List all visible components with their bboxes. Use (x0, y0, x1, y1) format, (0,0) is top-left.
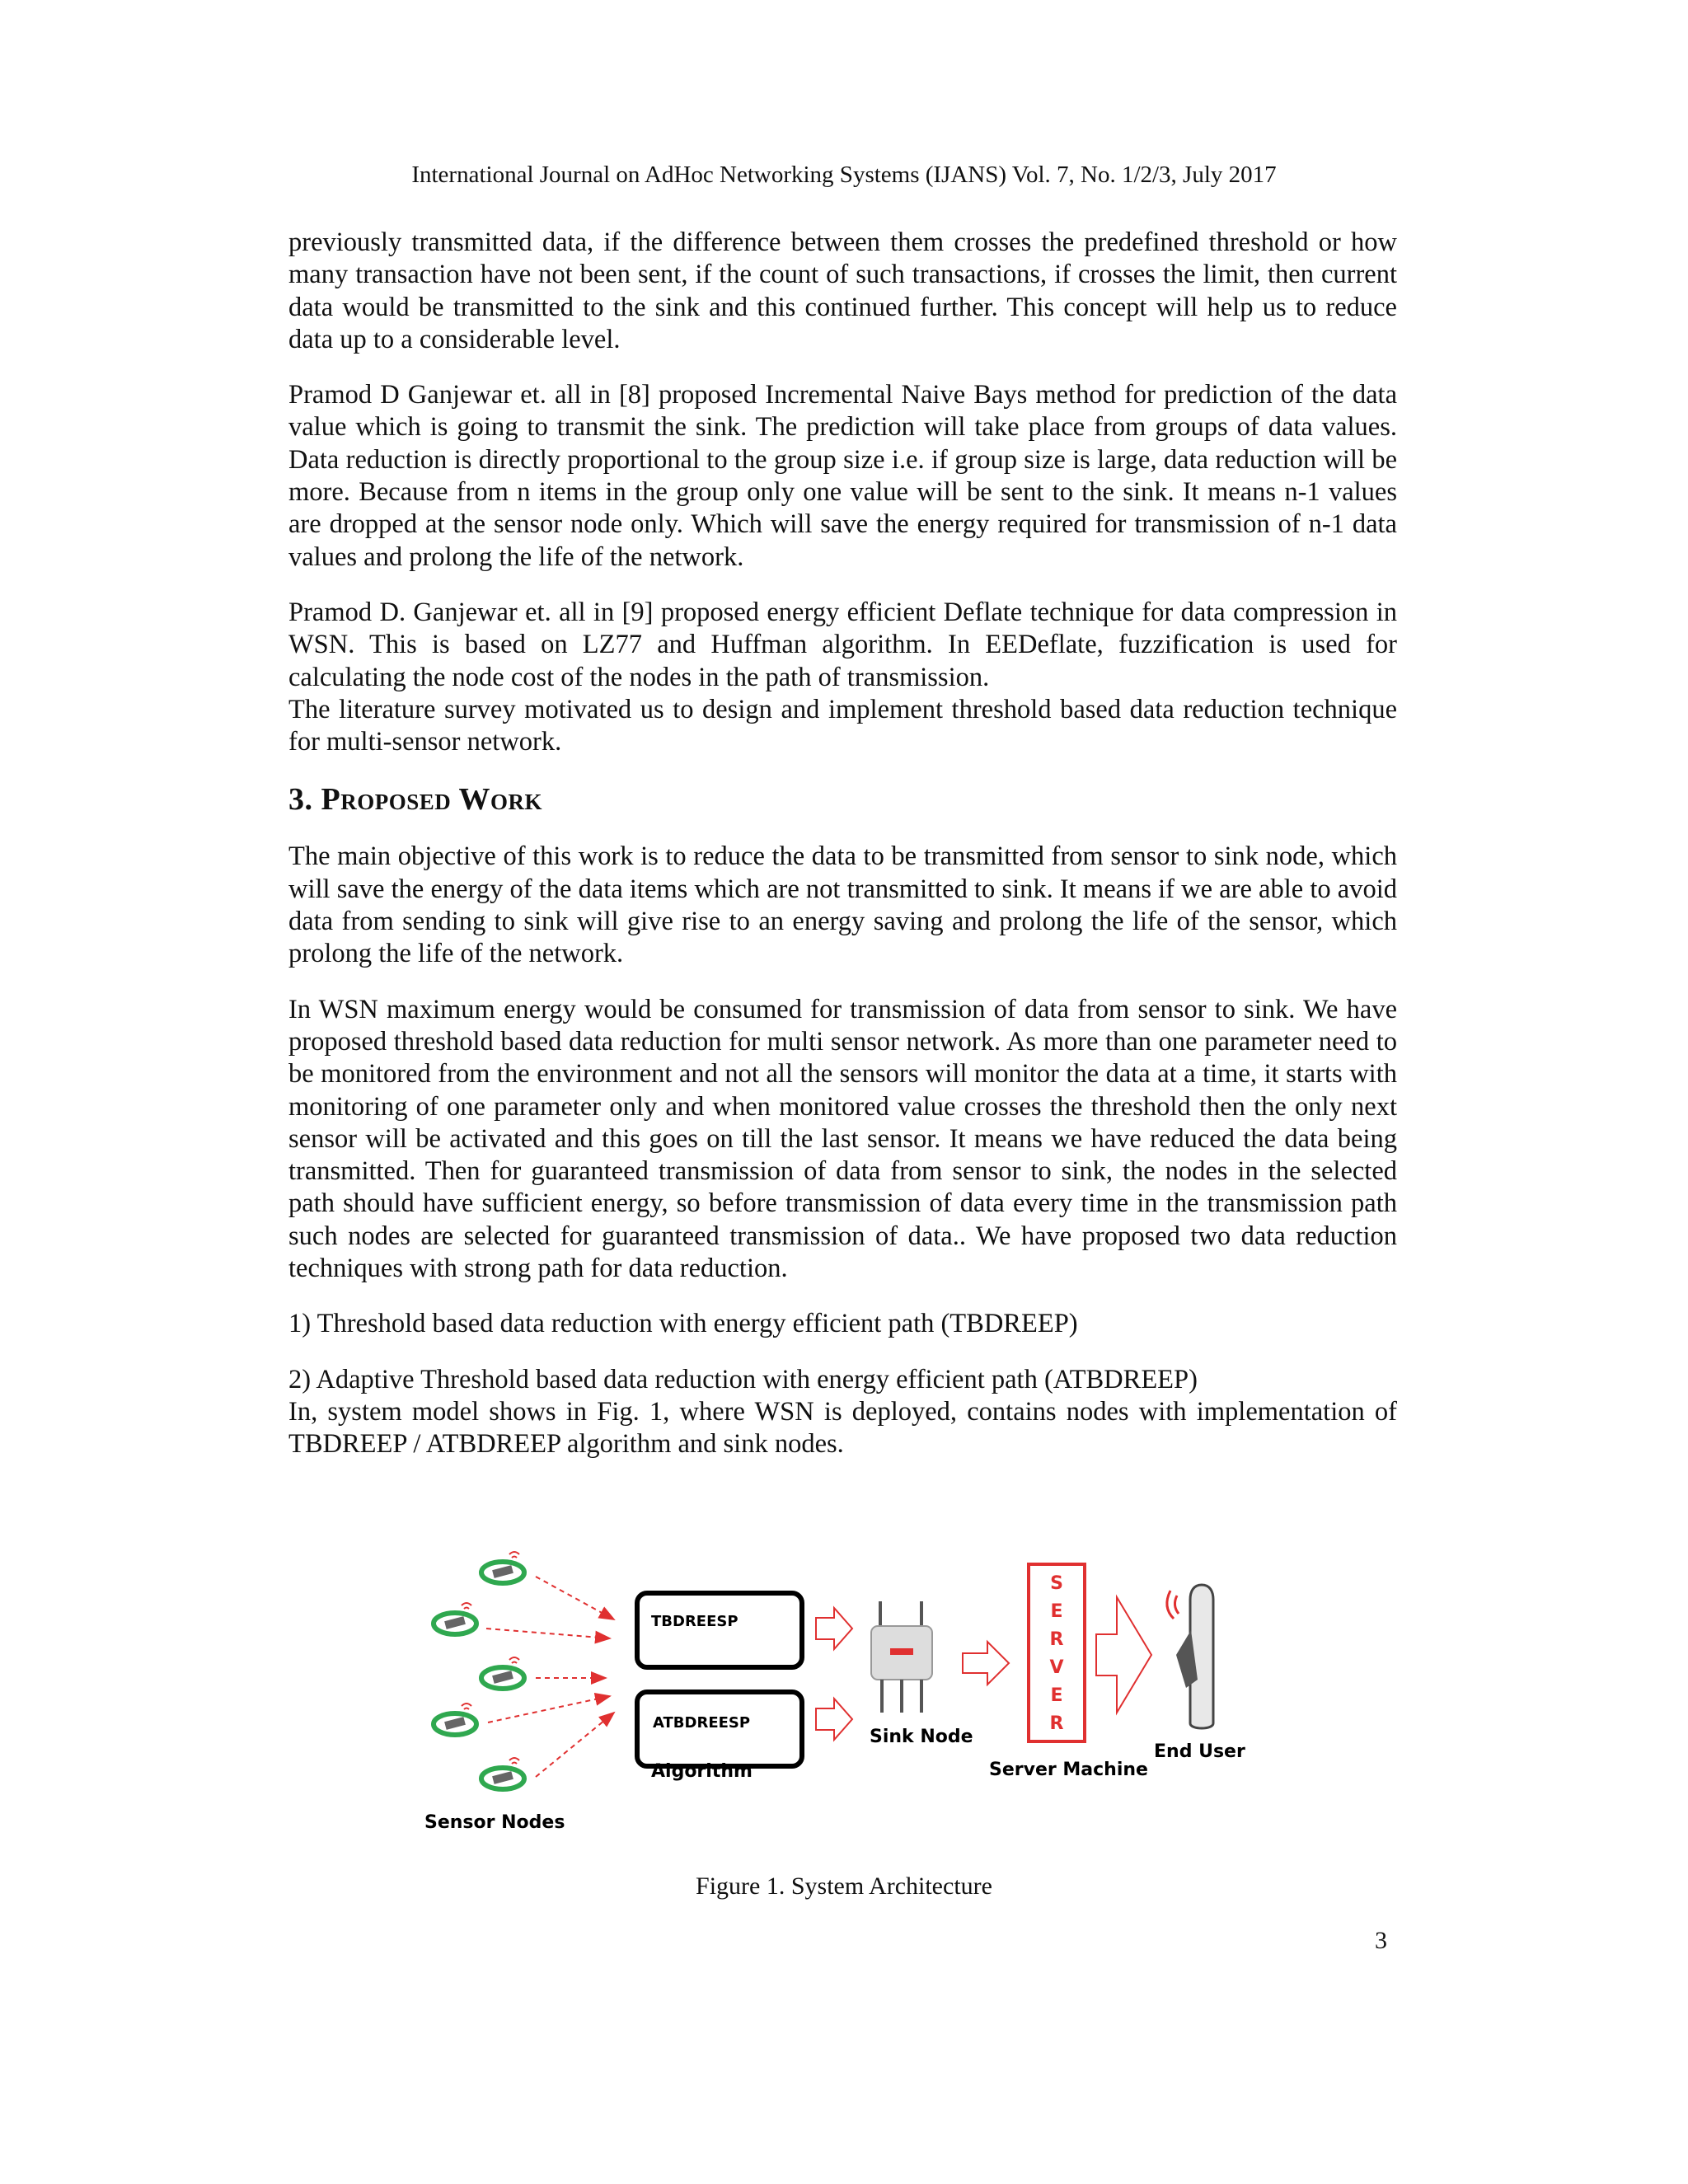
sensor-node-icon (481, 1758, 524, 1789)
server-letter: R (1049, 1713, 1064, 1734)
paragraph-4: The literature survey motivated us to design and implement threshold based data reduction technique for multi-sensor network. (288, 694, 1397, 757)
sensor-node-icon (481, 1552, 524, 1583)
hollow-arrow-icon (963, 1642, 1009, 1685)
hollow-arrow-icon (816, 1699, 852, 1740)
paragraph-5: The main objective of this work is to reduce the data to be transmitted from sensor to sink node, which will save the energy of the data items which are not transmitted to sink. It means if we are able to avoid data from sending to sink will give rise to an energy saving and prolong the life of the sensor, which prolong the life of the network. (288, 841, 1397, 969)
data-flow-arrow (536, 1713, 614, 1777)
algorithm-label: Algorithm (651, 1761, 753, 1782)
sensor-node-icon (481, 1657, 524, 1689)
server-letter: V (1049, 1657, 1064, 1678)
paragraph-7: In, system model shows in Fig. 1, where WSN is deployed, contains nodes with implementation of TBDREEP / ATBDREEP algorithm and sink nodes. (288, 1396, 1397, 1460)
section-heading: 3. Proposed Work (288, 782, 543, 818)
server-letter: E (1050, 1685, 1063, 1706)
algorithm-box-1-label: TBDREESP (651, 1613, 738, 1630)
sink-node-icon (871, 1601, 932, 1713)
body-text (288, 227, 1397, 1484)
hollow-arrow-icon (816, 1608, 852, 1649)
data-flow-arrow (488, 1696, 610, 1722)
paragraph-2: Pramod D Ganjewar et. all in [8] proposed Incremental Naive Bays method for prediction of the data value which is going to transmit the sink. The prediction will take place from groups of data values. Data reduction is directly proportional to the group size i.e. if group size is large, data reduction will be more. Because from n items in the group only one value will be sent to the sink. It means n-1 values are dropped at the sensor node only. Which will save the energy required for transmission of n-1 data values and prolong the life of the network. (288, 380, 1397, 572)
sensor-node-icon (434, 1704, 476, 1735)
server-machine-label: Server Machine (989, 1760, 1148, 1780)
sensor-node-icon (434, 1603, 476, 1634)
sink-node-label: Sink Node (870, 1727, 973, 1747)
end-user-icon (1167, 1585, 1213, 1728)
server-letter: S (1050, 1573, 1063, 1594)
paragraph-6: In WSN maximum energy would be consumed for transmission of data from sensor to sink. We have proposed threshold based data reduction for multi sensor network. As more than one parameter need to be monitored from the environment and not all the sensors will monitor the data at a time, it starts with monitoring of one parameter only and when monitored value crosses the threshold then the only next sensor will be activated and this goes on till the last sensor. It means we have reduced the data being transmitted. Then for guaranteed transmission of data from sensor to sink, the nodes in the selected path should have sufficient energy, so before transmission of data every time in the transmission path such nodes are selected for guaranteed transmission of data.. We have proposed two data reduction techniques with strong path for data reduction. (288, 994, 1397, 1284)
server-letter: E (1050, 1601, 1063, 1622)
end-user-label: End User (1154, 1741, 1245, 1762)
sensor-nodes-label: Sensor Nodes (424, 1812, 565, 1833)
list-item-2: 2) Adaptive Threshold based data reduction with energy efficient path (ATBDREEP) (288, 1364, 1198, 1394)
algorithm-box-2-label: ATBDREESP (653, 1714, 751, 1732)
hollow-arrow-icon (1096, 1597, 1151, 1713)
figure-caption: Figure 1. System Architecture (696, 1872, 992, 1900)
system-architecture-figure (412, 1515, 1294, 1844)
page-number: 3 (1375, 1927, 1387, 1954)
paragraph-3: Pramod D. Ganjewar et. all in [9] proposed energy efficient Deflate technique for data compression in WSN. This is based on LZ77 and Huffman algorithm. In EEDeflate, fuzzification is used for calculating the node cost of the nodes in the path of transmission. (288, 597, 1397, 692)
journal-header: International Journal on AdHoc Networking Systems (IJANS) Vol. 7, No. 1/2/3, July 2017 (411, 162, 1277, 188)
server-letter: R (1049, 1629, 1064, 1650)
paragraph-1: previously transmitted data, if the difference between them crosses the predefined threshold or how many transaction have not been sent, if the count of such transactions, if crosses the limit, then current data would be transmitted to the sink and this continued further. This concept will help us to reduce data up to a considerable level. (288, 227, 1397, 354)
algorithm-box-tbdreesp (637, 1593, 802, 1667)
data-flow-arrow (536, 1577, 614, 1619)
data-flow-arrow (486, 1629, 610, 1638)
list-item-1: 1) Threshold based data reduction with energy efficient path (TBDREEP) (288, 1309, 1078, 1339)
